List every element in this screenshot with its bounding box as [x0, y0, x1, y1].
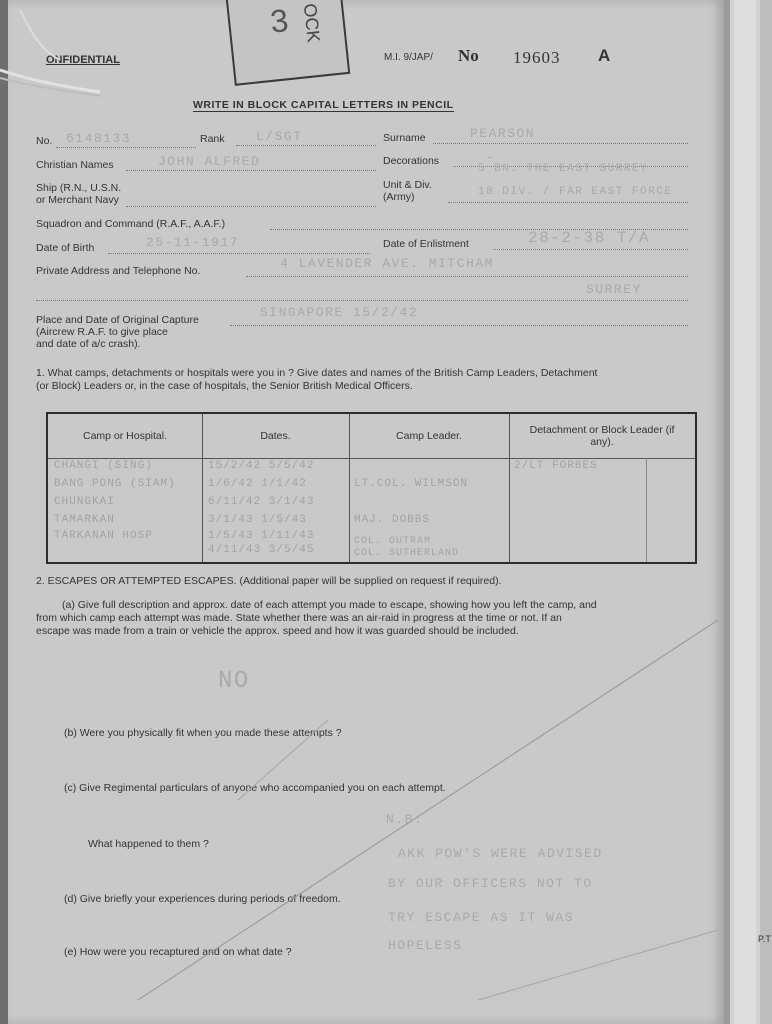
confidential-label: ONFIDENTIAL — [46, 54, 120, 66]
cell-camp: CHANGI (SING) — [54, 460, 153, 472]
surname-label: Surname — [383, 132, 426, 144]
column-dates: Dates. — [202, 414, 350, 458]
question-2c: (c) Give Regimental particulars of anyone who accompanied you on each attempt. — [64, 782, 446, 794]
adjacent-pages — [724, 0, 772, 1024]
cell-dates: 6/11/42 3/1/43 — [208, 496, 315, 508]
enlistment-label: Date of Enlistment — [383, 238, 469, 250]
cell-dates: 1/6/42 1/1/42 — [208, 478, 307, 490]
question-2a-answer: NO — [218, 668, 250, 695]
stamp-number: 3 — [268, 1, 290, 40]
question-2a-line-2: from which camp each attempt was made. State whether there was an air-raid in progress at the time or not. If an — [36, 612, 562, 624]
note-line-4: TRY ESCAPE AS IT WAS — [388, 910, 575, 925]
unit-value-2: 18 DIV. / FAR EAST FORCE — [478, 186, 673, 198]
cell-camp-leader: MAJ. DOBBS — [354, 514, 431, 526]
no-label: No — [458, 46, 479, 65]
squadron-label: Squadron and Command (R.A.F., A.A.F.) — [36, 218, 226, 230]
question-2c-follow: What happened to them ? — [88, 838, 209, 850]
pto-text: P.T — [758, 934, 771, 944]
cell-dates: 4/11/43 3/5/45 — [208, 544, 315, 556]
capture-value: SINGAPORE 15/2/42 — [260, 305, 419, 320]
no-value: 6148133 — [66, 131, 132, 146]
cell-block-leader: 2/LT FORBES — [514, 460, 598, 472]
question-2b: (b) Were you physically fit when you made these attempts ? — [64, 727, 342, 739]
note-line-5: HOPELESS — [388, 938, 463, 953]
capture-label-2: (Aircrew R.A.F. to give place — [36, 326, 168, 338]
stamp-text: OCK — [299, 2, 324, 44]
capture-label-3: and date of a/c crash). — [36, 338, 141, 350]
capture-label-1: Place and Date of Original Capture — [36, 314, 199, 326]
address-value-1: 4 LAVENDER AVE. MITCHAM — [280, 256, 494, 271]
column-block-leader: Detachment or Block Leader (if any). — [529, 424, 675, 448]
pencil-strike-lines — [8, 0, 724, 1024]
question-1-text-1: 1. What camps, detachments or hospitals were you in ? Give dates and names of the British Camp Leaders, Detachment — [36, 367, 598, 379]
cell-camp-leader: COL. SUTHERLAND — [354, 548, 460, 559]
dob-value: 25-11-1917 — [146, 235, 240, 250]
question-2d: (d) Give briefly your experiences during periods of freedom. — [64, 893, 341, 905]
question-2a-line-1: (a) Give full description and approx. date of each attempt you made to escape, showing how you left the camp, and — [62, 599, 597, 611]
cell-dates: 1/5/43 1/11/43 — [208, 530, 315, 542]
decorations-value: – — [486, 150, 496, 165]
enlistment-value: 28-2-38 T/A — [528, 229, 651, 247]
ship-label-1: Ship (R.N., U.S.N. — [36, 182, 122, 194]
form-page — [8, 0, 724, 1024]
question-1-text-2: (or Block) Leaders or, in the case of hospitals, the Senior British Medical Officers. — [36, 380, 413, 392]
form-reference: M.I. 9/JAP/ — [384, 52, 433, 63]
christian-names-label: Christian Names — [36, 159, 114, 171]
rank-value: L/SGT — [256, 129, 303, 144]
unit-label-1: Unit & Div. — [383, 179, 432, 191]
question-2e: (e) How were you recaptured and on what date ? — [64, 946, 292, 958]
cell-dates: 3/1/43 1/5/43 — [208, 514, 307, 526]
column-camp: Camp or Hospital. — [48, 414, 203, 458]
surname-value: PEARSON — [470, 126, 536, 141]
serial-suffix: A — [598, 46, 611, 65]
tag-string — [0, 0, 120, 110]
cell-camp-leader: LT.COL. WILMSON — [354, 478, 469, 490]
dob-label: Date of Birth — [36, 242, 95, 254]
cell-camp: BANG PONG (SIAM) — [54, 478, 176, 490]
no-label-field: No. — [36, 135, 53, 147]
cell-dates: 15/2/42 5/5/42 — [208, 460, 315, 472]
address-label: Private Address and Telephone No. — [36, 265, 201, 277]
cell-camp: TAMARKAN — [54, 514, 115, 526]
address-value-2: SURREY — [586, 282, 642, 297]
serial-number: 19603 — [513, 48, 561, 67]
cell-camp-leader: COL. OUTRAM — [354, 536, 432, 547]
question-2a-line-3: escape was made from a train or vehicle the approx. speed and how it was guarded should be included. — [36, 625, 519, 637]
ship-label-2: or Merchant Navy — [36, 194, 119, 206]
christian-names-value: JOHN ALFRED — [158, 154, 261, 169]
question-2-heading: 2. ESCAPES OR ATTEMPTED ESCAPES. (Additional paper will be supplied on request if required). — [36, 575, 502, 587]
unit-value-1: 5 BN. THE EAST SURREY — [478, 163, 649, 175]
unit-label-2: (Army) — [383, 191, 415, 203]
decorations-label: Decorations — [383, 155, 440, 167]
cell-camp: TARKANAN HOSP — [54, 530, 153, 542]
note-line-2: AKK POW'S WERE ADVISED — [398, 846, 603, 861]
note-line-1: N.B. — [386, 812, 424, 827]
column-camp-leader: Camp Leader. — [349, 414, 510, 458]
instruction-heading: WRITE IN BLOCK CAPITAL LETTERS IN PENCIL — [193, 99, 454, 111]
cell-camp: CHUNGKAI — [54, 496, 115, 508]
note-line-3: BY OUR OFFICERS NOT TO — [388, 876, 593, 891]
rank-label: Rank — [200, 133, 225, 145]
